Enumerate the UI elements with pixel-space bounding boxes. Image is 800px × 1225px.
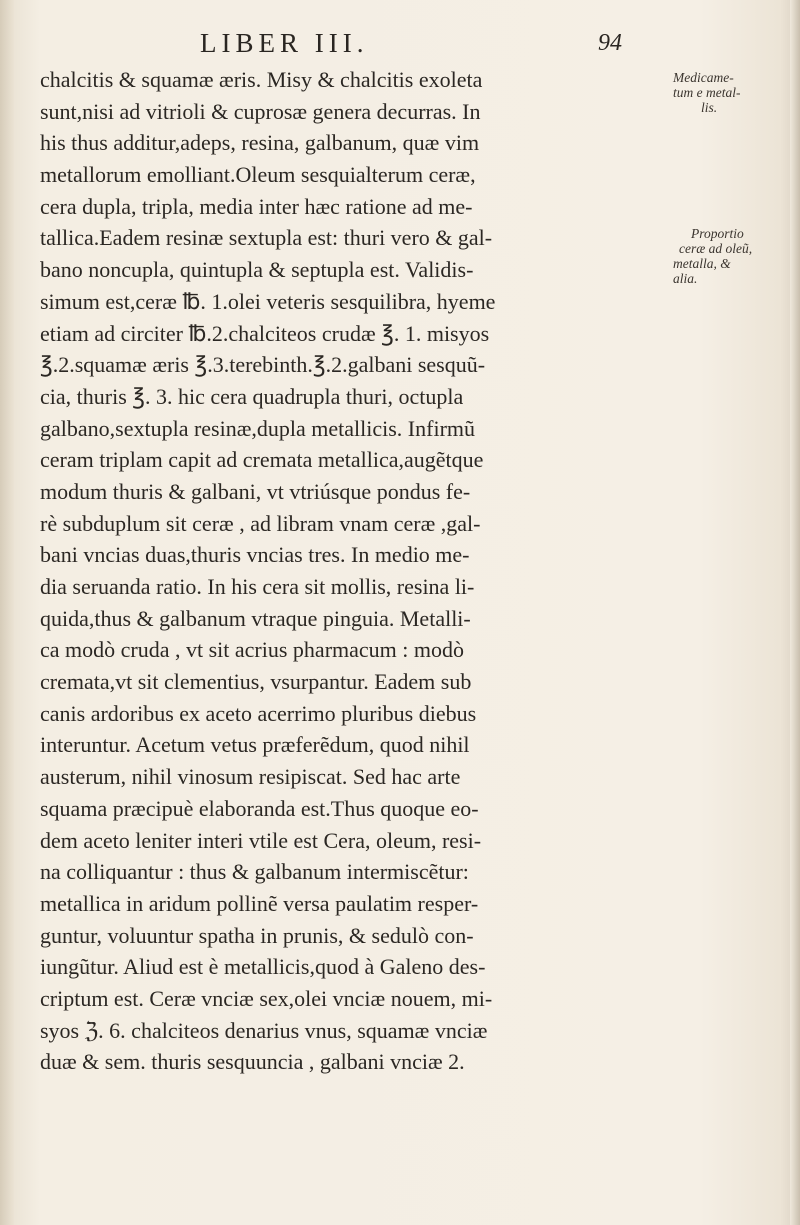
text-line: bani vncias duas,thuris vncias tres. In medio me- (40, 542, 470, 568)
text-line: metallorum emolliant.Oleum sesquialterum ceræ, (40, 162, 476, 188)
text-line: cremata,vt sit clementius, vsurpantur. Eadem sub (40, 669, 472, 695)
margin-note-medicamentum (673, 70, 740, 115)
margin-note-line: Medicame- (673, 70, 734, 85)
text-line: ℥.2.squamæ æris ℥.3.terebinth.℥.2.galbani sesquũ- (40, 352, 486, 378)
margin-note-proportio (673, 226, 752, 286)
text-line: austerum, nihil vinosum resipiscat. Sed hac arte (40, 764, 461, 790)
page-number: 94 (598, 30, 622, 56)
text-line: chalcitis & squamæ æris. Misy & chalcitis exoleta (40, 67, 483, 92)
text-line: guntur, voluuntur spatha in prunis, & sedulò con- (40, 922, 474, 948)
text-line: cia, thuris ℥. 3. hic cera quadrupla thuri, octupla (40, 383, 464, 409)
margin-note-line: metalla, & (673, 256, 731, 271)
text-line: interuntur. Acetum vetus præferẽdum, quod nihil (40, 732, 470, 758)
text-line: dia seruanda ratio. In his cera sit mollis, resina li- (40, 574, 475, 599)
text-line: canis ardoribus ex aceto acerrimo pluribus diebus (40, 700, 477, 726)
text-line: ceram triplam capit ad cremata metallica,augẽtque (40, 447, 484, 473)
text-line: etiam ad circiter ℔.2.chalciteos crudæ ℥. 1. misyos (40, 320, 490, 346)
text-line: bano noncupla, quintupla & septupla est. Validis- (40, 257, 474, 283)
text-line: squama præcipuè elaboranda est.Thus quoque eo- (40, 795, 479, 821)
margin-note-line: tum e metal- (673, 85, 741, 100)
text-line: galbano,sextupla resinæ,dupla metallicis. Infirmũ (40, 415, 476, 441)
margin-note-line: ceræ ad oleũ, (679, 241, 753, 256)
text-line: his thus additur,adeps, resina, galbanum, quæ vim (40, 130, 480, 156)
text-line: modum thuris & galbani, vt vtriúsque pondus fe- (40, 478, 471, 504)
text-line: criptum est. Ceræ vnciæ sex,olei vnciæ nouem, mi- (40, 985, 493, 1011)
text-line: syos ℨ. 6. chalciteos denarius vnus, squamæ vnciæ (40, 1017, 488, 1043)
page-gutter (0, 0, 14, 1225)
text-line: iungũtur. Aliud est è metallicis,quod à Galeno des- (40, 954, 486, 980)
text-line: na colliquantur : thus & galbanum intermiscẽtur: (40, 859, 469, 885)
text-line: ca modò cruda , vt sit acrius pharmacum : modò (40, 637, 464, 663)
text-line: tallica.Eadem resinæ sextupla est: thuri vero & gal- (40, 225, 493, 251)
page-edge (790, 0, 800, 1225)
text-line: rè subduplum sit ceræ , ad libram vnam ceræ ,gal- (40, 510, 481, 536)
text-line: sunt,nisi ad vitrioli & cuprosæ genera decurras. In (40, 98, 481, 124)
body-text (40, 64, 680, 1078)
text-line: dem aceto leniter interi vtile est Cera, oleum, resi- (40, 827, 482, 853)
text-line: duæ & sem. thuris sesquuncia , galbani vnciæ 2. (40, 1049, 465, 1075)
margin-note-line: Proportio (691, 226, 744, 241)
text-line: cera dupla, tripla, media inter hæc ratione ad me- (40, 193, 473, 219)
text-line: metallica in aridum pollinẽ versa paulatim resper- (40, 890, 479, 916)
margin-note-line: alia. (673, 271, 698, 286)
page-header (0, 28, 800, 60)
text-line: quida,thus & galbanum vtraque pinguia. Metalli- (40, 605, 471, 631)
running-head: LIBER III. (200, 28, 369, 58)
text-line: simum est,ceræ ℔. 1.olei veteris sesquilibra, hyeme (40, 288, 496, 314)
margin-note-line: lis. (701, 100, 718, 115)
